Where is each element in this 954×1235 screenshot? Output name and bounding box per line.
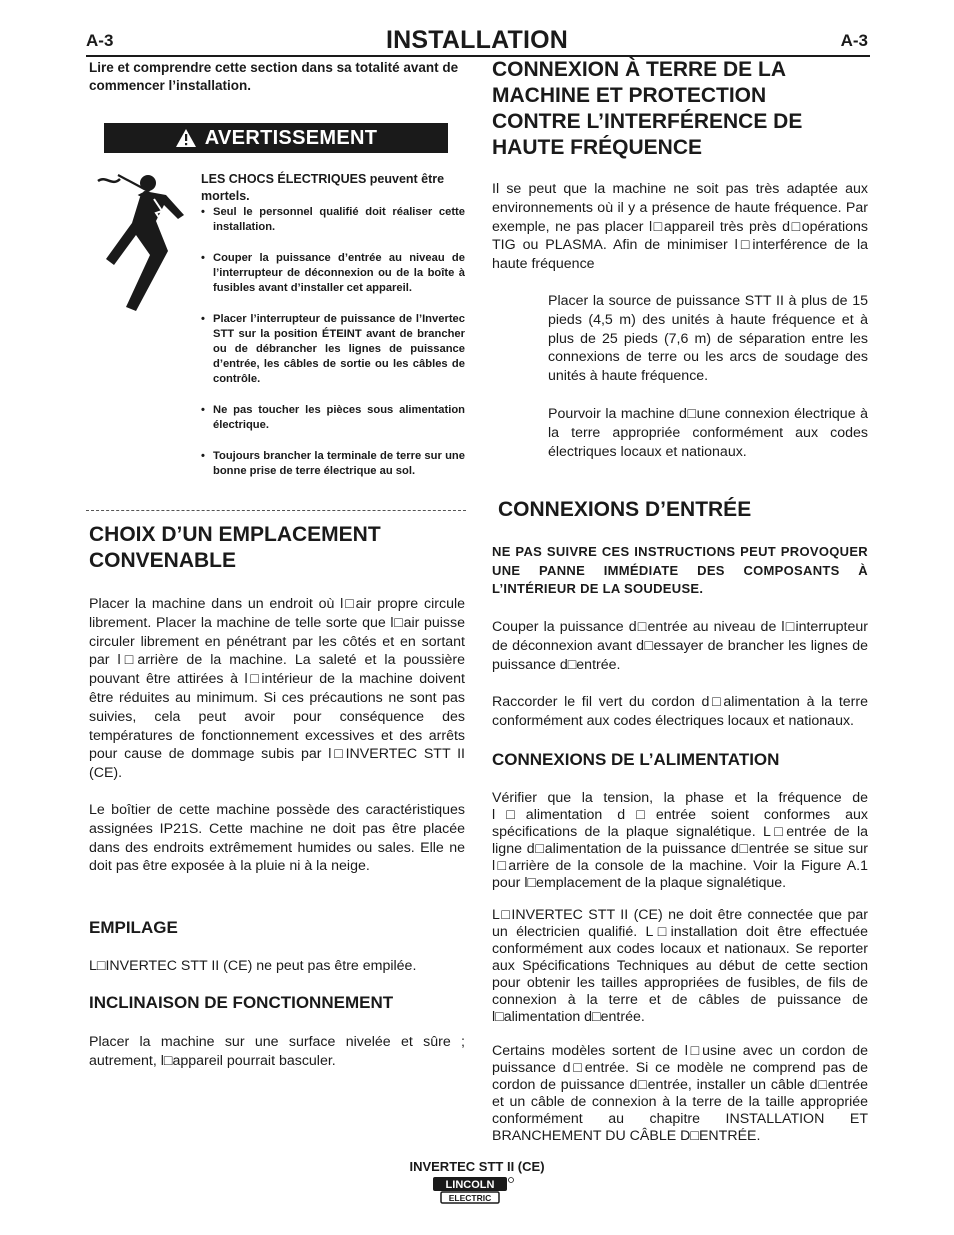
warning-banner xyxy=(104,123,448,153)
input-heading: CONNEXIONS D’ENTRÉE xyxy=(498,498,752,521)
stacking-heading: EMPILAGE xyxy=(89,918,178,937)
warning-label: AVERTISSEMENT xyxy=(204,126,378,149)
warning-triangle-icon xyxy=(175,128,197,148)
tilt-heading: INCLINAISON DE FONCTIONNEMENT xyxy=(89,993,394,1012)
lincoln-electric-logo xyxy=(432,1176,516,1206)
power-heading: CONNEXIONS DE L’ALIMENTATION xyxy=(492,750,780,769)
power-paragraph-3: Certains modèles sortent de l□usine avec un cordon de puissance d□entrée. Si ce modèle ne comprend pas de cordon de puissance d□entrée, installer un câble d□entrée et un câble de connexion à la terre de la taille appropriée conformément au chapitre INSTALLATION ET BRANCHEMENT DU CÂBLE D□ENTRÉE. xyxy=(492,1043,868,1144)
warning-item: • Ne pas toucher les pièces sous alimentation électrique. xyxy=(201,404,465,431)
svg-text:ELECTRIC: ELECTRIC xyxy=(448,1193,492,1203)
ground-paragraph-1: Il se peut que la machine ne soit pas très adaptée aux environnements où il y a présence de haute fréquence. Par exemple, ne pas placer l□appareil très près d□opérations TIG ou PLASMA. Afin de minimiser l□interférence de la haute fréquence xyxy=(492,181,868,273)
electric-shock-icon xyxy=(96,165,190,315)
location-paragraph-2: Le boîtier de cette machine possède des caractéristiques assignées IP21S. Cette machine ne doit pas être placée dans des endroits extrêmement humides ou sales. Elle ne doit pas être exposée à la pluie ni à la neige. xyxy=(89,802,465,875)
warning-lead: LES CHOCS ÉLECTRIQUES peuvent être mortels. xyxy=(201,172,445,203)
input-warning: NE PAS SUIVRE CES INSTRUCTIONS PEUT PROVOQUER UNE PANNE IMMÉDIATE DES COMPOSANTS À L’INTÉRIEUR DE LA SOUDEUSE. xyxy=(492,544,868,596)
stacking-text: L□INVERTEC STT II (CE) ne peut pas être empilée. xyxy=(89,958,417,974)
input-paragraph-2: Raccorder le fil vert du cordon d□alimentation à la terre conformément aux codes électriques locaux et nationaux. xyxy=(492,694,868,729)
ground-paragraph-3: Pourvoir la machine d□une connexion électrique à la terre appropriée conformément aux codes électriques locaux et nationaux. xyxy=(548,406,868,460)
ground-heading: CONNEXION À TERRE DE LA MACHINE ET PROTECTION CONTRE L’INTERFÉRENCE DE HAUTE FRÉQUENCE xyxy=(492,58,803,159)
footer-model: INVERTEC STT II (CE) xyxy=(409,1159,545,1174)
warning-item: • Couper la puissance d’entrée au niveau de l’interrupteur de déconnexion ou de la boîte à fusibles avant d’installer cet appareil. xyxy=(201,252,465,294)
page-number-right: A-3 xyxy=(840,31,868,50)
intro-text: Lire et comprendre cette section dans sa totalité avant de commencer l’installation. xyxy=(89,60,459,93)
warning-list xyxy=(201,205,465,493)
warning-item: • Toujours brancher la terminale de terre sur une bonne prise de terre électrique au sol. xyxy=(201,450,465,477)
location-heading: CHOIX D’UN EMPLACEMENT CONVENABLE xyxy=(89,523,381,572)
warning-item: • Placer l’interrupteur de puissance de l’Invertec STT sur la position ÉTEINT avant de brancher ou de débrancher les lignes de puissance d’entrée, les câbles de sortie ou les câbles de contrôle. xyxy=(201,313,465,385)
warning-item: • Seul le personnel qualifié doit réaliser cette installation. xyxy=(201,206,465,233)
tilt-text: Placer la machine sur une surface nivelée et sûre ; autrement, l□appareil pourrait basculer. xyxy=(89,1034,465,1069)
svg-text:LINCOLN: LINCOLN xyxy=(445,1179,495,1191)
location-paragraph-1: Placer la machine dans un endroit où l□air propre circule librement. Placer la machine de telle sorte que l□air puisse circuler librement en pénétrant par les côtés et en sortant par l□arrière de la machine. La saleté et la poussière pouvant être attirées à l□intérieur de la machine doivent être réduites au minimum. Si ces précautions ne sont pas suivies, cela peut avoir pour conséquence des températures de fonctionnement excessives et des arrêts pour cause de dommage subis par l□INVERTEC STT II (CE). xyxy=(89,596,465,782)
power-paragraph-1: Vérifier que la tension, la phase et la fréquence de l□alimentation d□entrée soient conformes aux spécifications de la plaque signalétique. L□entrée de la ligne d□alimentation de la puissance d□entrée se situe sur l□arrière de la console de la machine. Voir la Figure A.1 pour l□emplacement de la plaque signalétique. xyxy=(492,790,868,891)
ground-paragraph-2: Placer la source de puissance STT II à plus de 15 pieds (4,5 m) des unités à haute fréquence et à plus de 25 pieds (7,6 m) de séparation entre les connexions de terre ou les arcs de soudage des unités à haute fréquence. xyxy=(548,293,868,385)
page-number-left: A-3 xyxy=(86,31,114,50)
page-title: INSTALLATION xyxy=(385,26,568,54)
section-divider xyxy=(86,510,466,511)
power-paragraph-2: L□INVERTEC STT II (CE) ne doit être connectée que par un électricien qualifié. L□installation doit être effectuée conformément aux codes locaux et nationaux. Se reporter aux Spécifications Techniques au début de cette section pour obtenir les tailles appropriées de fusibles, de fils de connexion à la terre et de câbles de puissance de l□alimentation d□entrée. xyxy=(492,907,868,1025)
input-paragraph-1: Couper la puissance d□entrée au niveau de l□interrupteur de déconnexion avant d□essayer de brancher les lignes de puissance d□entrée. xyxy=(492,619,868,673)
